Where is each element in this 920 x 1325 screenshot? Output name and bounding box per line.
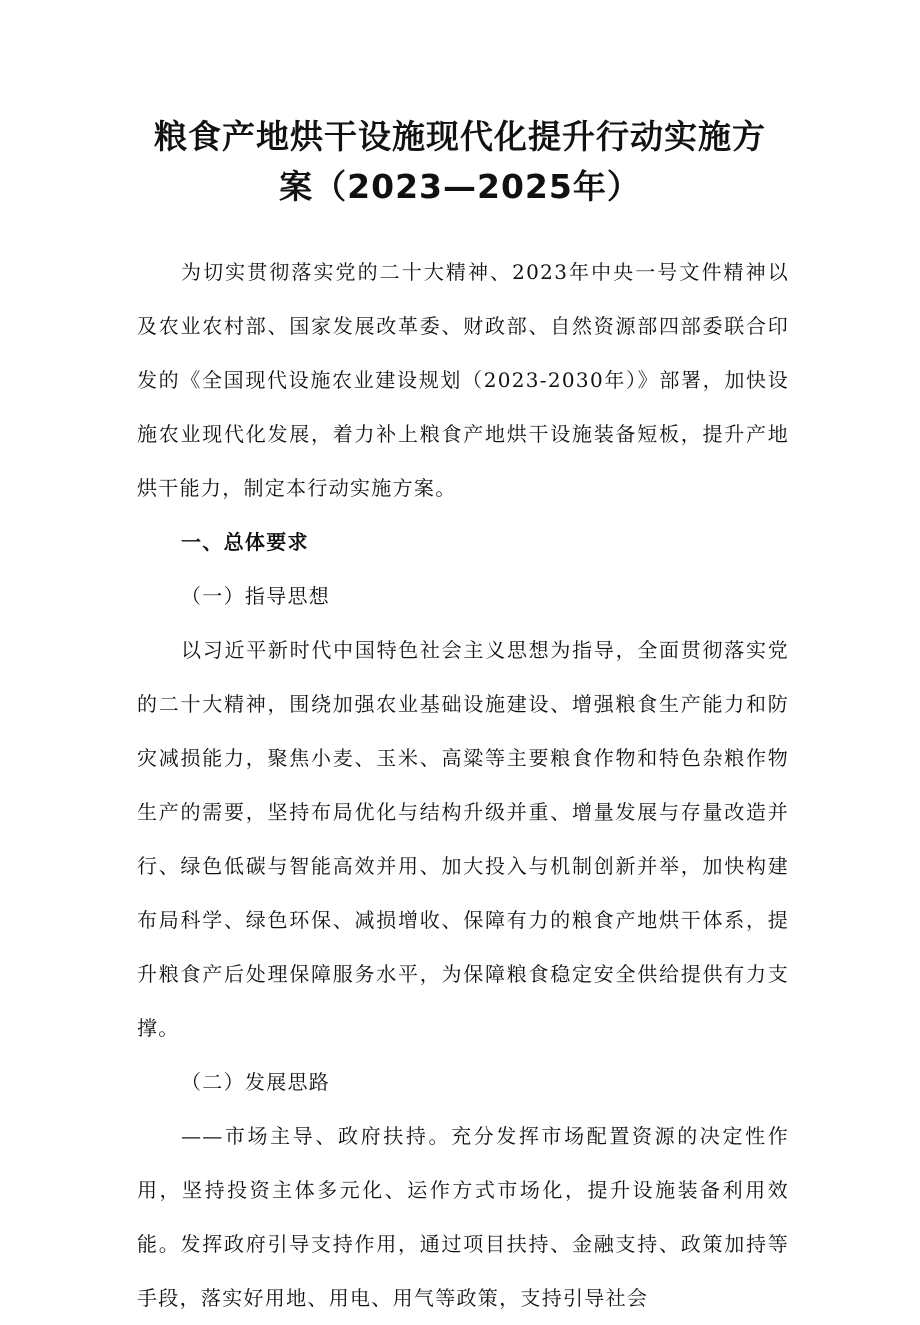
subsection-heading-development-approach: （二）发展思路 — [181, 1070, 331, 1094]
title-line-2: 案（2023—2025年） — [279, 167, 641, 206]
guiding-ideology-paragraph: 以习近平新时代中国特色社会主义思想为指导，全面贯彻落实党的二十大精神，围绕加强农业基础设施建设、增强粮食生产能力和防灾减损能力，聚焦小麦、玉米、高粱等主要粮食作物和特色杂粮作物生产的需要，坚持布局优化与结构升级并重、增量发展与存量改造并行、绿色低碳与智能高效并用、加大投入与机制创新并举，加快构建布局科学、绿色环保、减损增收、保障有力的粮食产地烘干体系，提升粮食产后处理保障服务水平，为保障粮食稳定安全供给提供有力支撑。 — [137, 638, 789, 1040]
document-title — [120, 112, 800, 212]
intro-paragraph: 为切实贯彻落实党的二十大精神、2023年中央一号文件精神以及农业农村部、国家发展改革委、财政部、自然资源部四部委联合印发的《全国现代设施农业建设规划（2023-2030年）》部署，加快设施农业现代化发展，着力补上粮食产地烘干设施装备短板，提升产地烘干能力，制定本行动实施方案。 — [137, 260, 789, 500]
development-approach-paragraph: ——市场主导、政府扶持。充分发挥市场配置资源的决定性作用，坚持投资主体多元化、运作方式市场化，提升设施装备利用效能。发挥政府引导支持作用，通过项目扶持、金融支持、政策加持等手段，落实好用地、用电、用气等政策，支持引导社会 — [137, 1124, 789, 1310]
document-body — [137, 245, 789, 1325]
section-heading: 一、总体要求 — [181, 530, 309, 554]
title-line-1: 粮食产地烘干设施现代化提升行动实施方 — [154, 117, 766, 156]
subsection-heading-guiding-ideology: （一）指导思想 — [181, 584, 331, 608]
